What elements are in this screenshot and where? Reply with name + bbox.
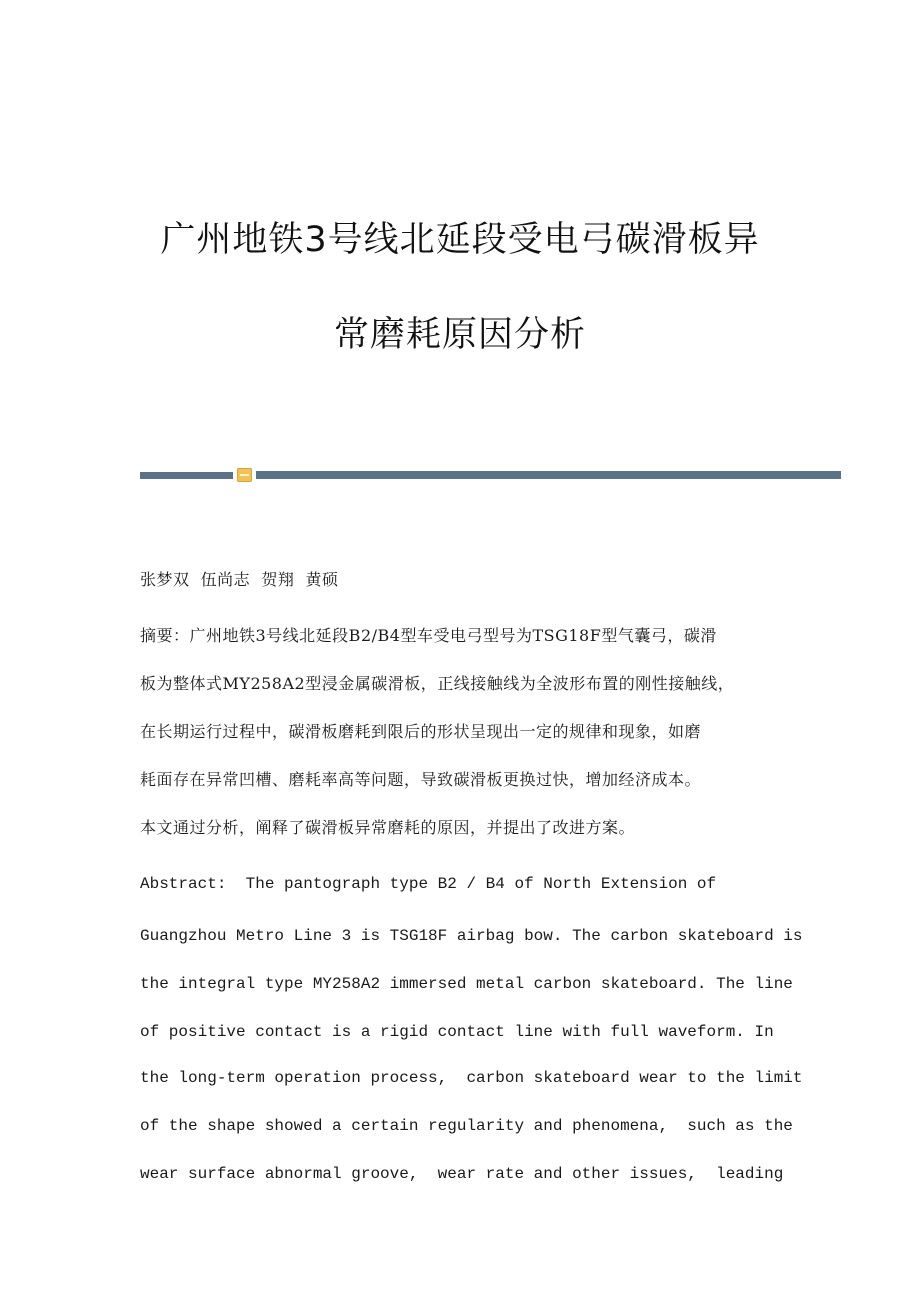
abstract-cn-line-3: 在长期运行过程中，碳滑板磨耗到限后的形状呈现出一定的规律和现象，如磨 bbox=[140, 722, 702, 741]
abstract-en-line-1: Abstract: The pantograph type B2 / B4 of North Extension of bbox=[140, 875, 717, 893]
divider-bar-right bbox=[256, 471, 841, 479]
divider-ornament-icon bbox=[237, 468, 252, 482]
title-line-1: 广州地铁3号线北延段受电弓碳滑板异 bbox=[160, 220, 760, 260]
abstract-cn-line-1: 摘要：广州地铁3号线北延段B2/B4型车受电弓型号为TSG18F型气囊弓，碳滑 bbox=[140, 626, 717, 645]
abstract-en-line-6: of the shape showed a certain regularity and phenomena, such as the bbox=[140, 1117, 793, 1135]
abstract-cn-line-4: 耗面存在异常凹槽、磨耗率高等问题，导致碳滑板更换过快，增加经济成本。 bbox=[140, 770, 702, 789]
abstract-en-line-3: the integral type MY258A2 immersed metal carbon skateboard. The line bbox=[140, 975, 793, 993]
abstract-cn-line-2: 板为整体式MY258A2型浸金属碳滑板，正线接触线为全波形布置的刚性接触线， bbox=[140, 674, 735, 693]
title-line-2: 常磨耗原因分析 bbox=[333, 315, 586, 355]
divider-bar-left bbox=[140, 472, 233, 479]
abstract-en-line-2: Guangzhou Metro Line 3 is TSG18F airbag bow. The carbon skateboard is bbox=[140, 927, 803, 945]
title-divider bbox=[140, 468, 841, 482]
abstract-en-line-4: of positive contact is a rigid contact line with full waveform. In bbox=[140, 1023, 774, 1041]
abstract-en-line-7: wear surface abnormal groove, wear rate and other issues, leading bbox=[140, 1165, 784, 1183]
authors: 张梦双 伍尚志 贺翔 黄硕 bbox=[140, 570, 339, 589]
abstract-cn-line-5: 本文通过分析，阐释了碳滑板异常磨耗的原因，并提出了改进方案。 bbox=[140, 818, 636, 837]
abstract-en-line-5: the long-term operation process, carbon skateboard wear to the limit bbox=[140, 1069, 803, 1087]
